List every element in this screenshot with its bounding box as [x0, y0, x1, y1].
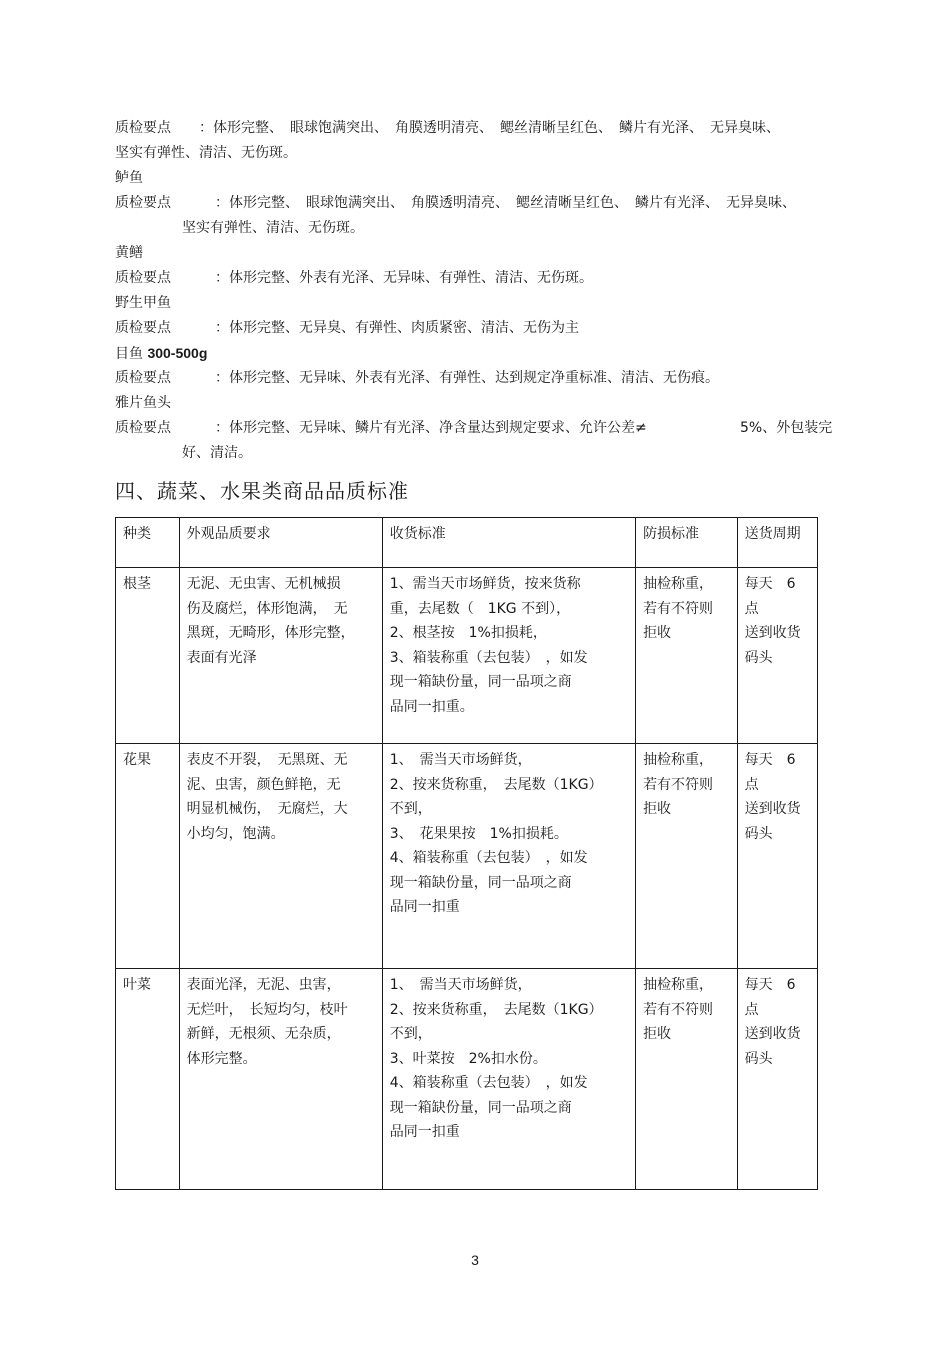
cell-line: 2、按来货称重， 去尾数（1KG） — [389, 1001, 603, 1018]
fish-name-fishhead: 雅片鱼头 — [115, 395, 171, 411]
cell-line: 重，去尾数（ 1KG 不到）， — [389, 600, 571, 617]
cell-line: 送到收货 — [744, 1026, 801, 1042]
cell-line: 表皮不开裂， 无黑斑、无 — [186, 752, 348, 768]
cell-type: 根茎 — [116, 568, 180, 744]
cell-delivery-cycle — [737, 744, 817, 969]
fish-quality-perch — [115, 194, 796, 212]
cell-delivery-cycle — [737, 568, 817, 744]
cell-line: 1、 需当天市场鲜货， — [389, 977, 532, 993]
header-type: 种类 — [116, 518, 180, 568]
cell-line: 3、箱装称重（去包装） ，如发 — [389, 649, 588, 666]
quality-text: ：体形完整、 眼球饱满突出、 角膜透明清亮、 鳃丝清晰呈红色、 鳞片有光泽、 无异臭味、 — [215, 195, 796, 211]
cell-line: 无泥、无虫害、无机械损 — [186, 576, 341, 592]
cell-loss-prevention — [636, 744, 738, 969]
cell-line: 品同一扣重 — [389, 899, 460, 915]
cell-line: 伤及腐烂，体形饱满， 无 — [186, 600, 348, 617]
cell-line: 2、按来货称重， 去尾数（1KG） — [389, 776, 603, 793]
cell-line: 拒收 — [643, 801, 672, 817]
intro-quality-line-2: 坚实有弹性、清洁、无伤斑。 — [115, 145, 297, 161]
cell-line: 明显机械伤， 无腐烂，大 — [186, 801, 348, 817]
fish-name-cuttlefish — [115, 344, 207, 363]
fish-quality-fishhead-cont: 好、清洁。 — [182, 445, 252, 461]
cell-line: 不到， — [389, 801, 432, 817]
cell-line: 4、箱装称重（去包装） ，如发 — [389, 850, 588, 866]
page-number: 3 — [471, 1252, 479, 1268]
quality-text: ：体形完整、无异味、鳞片有光泽、净含量达到规定要求、允许公差≠ — [215, 420, 647, 436]
fish-quality-cuttlefish — [115, 369, 719, 387]
cell-line: 抽检称重， — [643, 977, 714, 993]
fish-weight-range: 300-500g — [147, 345, 208, 361]
table-row — [116, 744, 818, 969]
cell-line: 现一箱缺份量，同一品项之商 — [389, 674, 572, 690]
fish-name-turtle: 野生甲鱼 — [115, 295, 171, 311]
table-row — [116, 568, 818, 744]
intro-quality-line-1: 质检要点 ：体形完整、 眼球饱满突出、 角膜透明清亮、 鳃丝清晰呈红色、 鳞片有光泽、 无异臭味、 — [115, 120, 780, 136]
table-header-row — [116, 518, 818, 568]
cell-line: 品同一扣重。 — [389, 698, 474, 715]
cell-line: 4、箱装称重（去包装） ，如发 — [389, 1075, 588, 1091]
fish-quality-perch-cont: 坚实有弹性、清洁、无伤斑。 — [182, 220, 364, 236]
cell-line: 3、叶菜按 2%扣水份。 — [389, 1050, 547, 1067]
quality-label: 质检要点 — [115, 420, 171, 436]
header-loss-prevention: 防损标准 — [636, 518, 738, 568]
cell-line: 每天 6 点 — [744, 977, 796, 1018]
cell-line: 黑斑，无畸形，体形完整， — [186, 625, 355, 641]
quality-label: 质检要点 — [115, 195, 171, 211]
fish-quality-turtle — [115, 319, 579, 337]
cell-line: 抽检称重， — [643, 576, 714, 592]
cell-line: 品同一扣重 — [389, 1124, 460, 1140]
cell-line: 2、根茎按 1%扣损耗， — [389, 625, 547, 641]
cell-line: 送到收货 — [744, 625, 801, 641]
cell-line: 若有不符则 — [643, 776, 714, 793]
quality-label: 质检要点 — [115, 320, 171, 336]
cell-type: 花果 — [116, 744, 180, 969]
quality-text: ：体形完整、无异臭、有弹性、肉质紧密、清洁、无伤为主 — [215, 320, 579, 336]
cell-line: 现一箱缺份量，同一品项之商 — [389, 1099, 572, 1116]
cell-line: 1、需当天市场鲜货，按来货称 — [389, 576, 581, 592]
cell-line: 无烂叶， 长短均匀，枝叶 — [186, 1001, 348, 1018]
fish-name: 目鱼 — [115, 346, 143, 362]
cell-appearance — [179, 969, 382, 1190]
cell-type: 叶菜 — [116, 969, 180, 1190]
cell-loss-prevention — [636, 568, 738, 744]
cell-line: 表面有光泽 — [186, 649, 257, 666]
cell-line: 拒收 — [643, 1026, 672, 1042]
section-title: 四、蔬菜、水果类商品品质标准 — [115, 479, 409, 503]
cell-line: 表面光泽，无泥、虫害， — [186, 977, 341, 993]
fish-name-perch: 鲈鱼 — [115, 170, 143, 186]
fish-quality-fishhead — [115, 419, 647, 437]
cell-line: 每天 6 点 — [744, 576, 796, 617]
cell-receiving — [382, 969, 635, 1190]
cell-line: 抽检称重， — [643, 752, 714, 768]
cell-line: 现一箱缺份量，同一品项之商 — [389, 874, 572, 891]
cell-line: 1、 需当天市场鲜货， — [389, 752, 532, 768]
cell-line: 码头 — [744, 1050, 773, 1067]
cell-line: 每天 6 点 — [744, 752, 796, 793]
cell-line: 新鲜，无根须、无杂质， — [186, 1026, 341, 1042]
cell-line: 3、 花果果按 1%扣损耗。 — [389, 825, 568, 842]
fish-quality-eel — [115, 269, 593, 287]
cell-line: 拒收 — [643, 625, 672, 641]
cell-loss-prevention — [636, 969, 738, 1190]
cell-receiving — [382, 744, 635, 969]
header-delivery-cycle: 送货周期 — [737, 518, 817, 568]
cell-line: 泥、虫害，颜色鲜艳，无 — [186, 776, 341, 793]
cell-line: 体形完整。 — [186, 1050, 257, 1067]
fish-quality-fishhead-tail: 5%、外包装完 — [740, 420, 833, 436]
quality-label: 质检要点 — [115, 270, 171, 286]
quality-standard-table — [115, 517, 818, 1190]
header-receiving: 收货标准 — [382, 518, 635, 568]
table-row — [116, 969, 818, 1190]
cell-appearance — [179, 568, 382, 744]
cell-appearance — [179, 744, 382, 969]
quality-text: ：体形完整、外表有光泽、无异味、有弹性、清洁、无伤斑。 — [215, 270, 593, 286]
cell-line: 码头 — [744, 825, 773, 842]
fish-name-eel: 黄鳝 — [115, 245, 143, 261]
cell-line: 送到收货 — [744, 801, 801, 817]
quality-label: 质检要点 — [115, 370, 171, 386]
cell-receiving — [382, 568, 635, 744]
cell-line: 若有不符则 — [643, 1001, 714, 1018]
header-appearance: 外观品质要求 — [179, 518, 382, 568]
cell-delivery-cycle — [737, 969, 817, 1190]
cell-line: 不到， — [389, 1026, 432, 1042]
cell-line: 若有不符则 — [643, 600, 714, 617]
cell-line: 小均匀，饱满。 — [186, 825, 285, 842]
quality-text: ：体形完整、无异味、外表有光泽、有弹性、达到规定净重标准、清洁、无伤痕。 — [215, 370, 719, 386]
cell-line: 码头 — [744, 649, 773, 666]
